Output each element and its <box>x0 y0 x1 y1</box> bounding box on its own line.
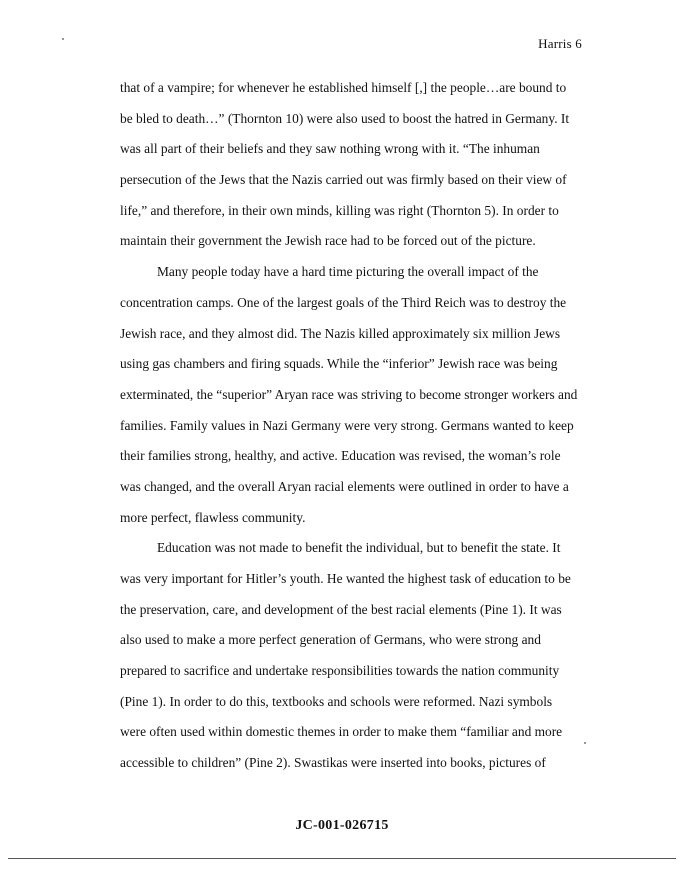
text-line: accessible to children” (Pine 2). Swastikas were inserted into books, pictures of <box>120 755 546 771</box>
paragraph-start-line: Education was not made to benefit the individual, but to benefit the state. It <box>157 540 561 556</box>
text-line: families. Family values in Nazi Germany were very strong. Germans wanted to keep <box>120 417 574 433</box>
footer-rule <box>8 858 676 859</box>
text-line: life,” and therefore, in their own minds, killing was right (Thornton 5). In order to <box>120 202 559 218</box>
text-line: was very important for Hitler’s youth. He wanted the highest task of education to be <box>120 571 571 586</box>
bates-number: JC-001-026715 <box>295 818 389 833</box>
text-line: Jewish race, and they almost did. The Nazis killed approximately six million Jews <box>120 325 561 341</box>
text-line: persecution of the Jews that the Nazis carried out was firmly based on their view of <box>120 172 567 188</box>
scan-speck <box>62 38 64 40</box>
text-line: was changed, and the overall Aryan racial elements were outlined in order to have a <box>120 478 569 494</box>
text-line: their families strong, healthy, and active. Education was revised, the woman’s role <box>120 448 561 464</box>
text-line: concentration camps. One of the largest goals of the Third Reich was to destroy the <box>120 294 567 310</box>
text-line: also used to make a more perfect generation of Germans, who were strong and <box>120 632 541 648</box>
text-line: maintain their government the Jewish race had to be forced out of the picture. <box>120 233 536 249</box>
text-line: be bled to death…” (Thornton 10) were also used to boost the hatred in Germany. It <box>120 110 570 126</box>
page-header <box>538 36 582 52</box>
text-line: were often used within domestic themes in order to make them “familiar and more <box>120 724 563 740</box>
text-line: using gas chambers and firing squads. While the “inferior” Jewish race was being <box>120 356 558 372</box>
text-line: was all part of their beliefs and they saw nothing wrong with it. “The inhuman <box>120 141 540 157</box>
paragraph-start-line: Many people today have a hard time picturing the overall impact of the <box>157 264 539 280</box>
text-line: (Pine 1). In order to do this, textbooks and schools were reformed. Nazi symbols <box>120 693 553 709</box>
text-line: prepared to sacrifice and undertake responsibilities towards the nation community <box>120 663 560 679</box>
scan-speck <box>584 742 586 744</box>
text-line: more perfect, flawless community. <box>120 509 306 525</box>
text-line: that of a vampire; for whenever he established himself [,] the people…are bound to <box>120 80 567 95</box>
text-line: the preservation, care, and development of the best racial elements (Pine 1). It was <box>120 601 562 617</box>
body-text <box>120 78 590 784</box>
page-number-label: Harris 6 <box>538 36 582 51</box>
text-line: exterminated, the “superior” Aryan race was striving to become stronger workers and <box>120 386 578 402</box>
